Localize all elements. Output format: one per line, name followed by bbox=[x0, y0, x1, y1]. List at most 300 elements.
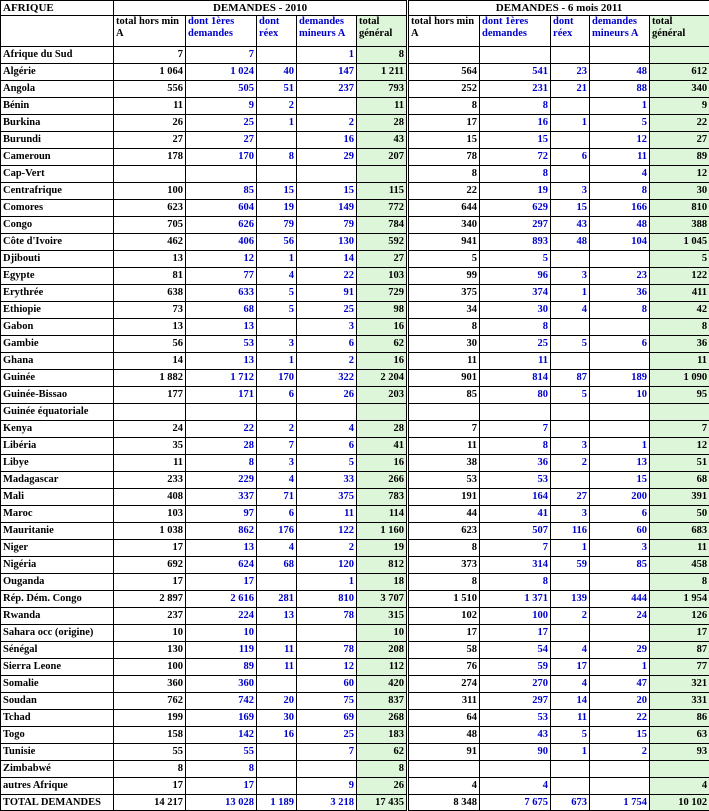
value-2011-mineurs: 29 bbox=[590, 642, 650, 659]
value-2011-reex: 15 bbox=[551, 200, 590, 217]
value-2010-premieres: 170 bbox=[186, 149, 257, 166]
country-cell: Congo bbox=[1, 217, 114, 234]
value-2010-premieres: 17 bbox=[186, 574, 257, 591]
value-2010-mineurs: 78 bbox=[297, 608, 357, 625]
value-2011-total-general: 612 bbox=[650, 64, 709, 81]
value-2010-reex: 7 bbox=[257, 438, 297, 455]
value-2011-mineurs bbox=[590, 251, 650, 268]
value-2010-total-general: 43 bbox=[357, 132, 408, 149]
value-2010-total-hors-min: 100 bbox=[114, 659, 186, 676]
value-2010-reex bbox=[257, 676, 297, 693]
value-2010-reex: 20 bbox=[257, 693, 297, 710]
table-row bbox=[1, 149, 709, 166]
value-2011-premieres: 629 bbox=[480, 200, 551, 217]
value-2011-premieres: 43 bbox=[480, 727, 551, 744]
value-2011-total-hors-min: 17 bbox=[408, 625, 480, 642]
value-2011-mineurs: 23 bbox=[590, 268, 650, 285]
value-2011-premieres: 5 bbox=[480, 251, 551, 268]
value-2010-reex: 3 bbox=[257, 336, 297, 353]
country-cell: Libéria bbox=[1, 438, 114, 455]
value-2011-premieres: 72 bbox=[480, 149, 551, 166]
value-2011-total-hors-min: 15 bbox=[408, 132, 480, 149]
country-cell: autres Afrique bbox=[1, 778, 114, 795]
value-2011-reex bbox=[551, 319, 590, 336]
value-2010-premieres: 862 bbox=[186, 523, 257, 540]
value-2011-premieres: 53 bbox=[480, 710, 551, 727]
value-2011-premieres: 96 bbox=[480, 268, 551, 285]
value-2010-mineurs bbox=[297, 625, 357, 642]
value-2010-reex bbox=[257, 574, 297, 591]
table-row bbox=[1, 523, 709, 540]
value-2010-total-hors-min: 103 bbox=[114, 506, 186, 523]
value-2010-reex: 170 bbox=[257, 370, 297, 387]
value-2010-reex: 5 bbox=[257, 285, 297, 302]
value-2011-premieres: 25 bbox=[480, 336, 551, 353]
table-row bbox=[1, 625, 709, 642]
value-2011-reex: 21 bbox=[551, 81, 590, 98]
value-2011-total-hors-min: 8 bbox=[408, 166, 480, 183]
value-2010-total-general: 203 bbox=[357, 387, 408, 404]
value-2010-total-hors-min: 623 bbox=[114, 200, 186, 217]
value-2010-premieres: 9 bbox=[186, 98, 257, 115]
value-2011-mineurs bbox=[590, 421, 650, 438]
value-2010-total-hors-min: 408 bbox=[114, 489, 186, 506]
value-2010-reex: 51 bbox=[257, 81, 297, 98]
value-2011-total-hors-min: 644 bbox=[408, 200, 480, 217]
value-2010-mineurs: 5 bbox=[297, 455, 357, 472]
value-2010-reex: 19 bbox=[257, 200, 297, 217]
value-2010-premieres: 13 bbox=[186, 540, 257, 557]
country-cell: Egypte bbox=[1, 268, 114, 285]
value-2010-mineurs: 3 218 bbox=[297, 795, 357, 811]
table-row bbox=[1, 217, 709, 234]
value-2010-total-hors-min: 56 bbox=[114, 336, 186, 353]
value-2010-total-general: 41 bbox=[357, 438, 408, 455]
value-2010-premieres: 17 bbox=[186, 778, 257, 795]
value-2010-reex bbox=[257, 132, 297, 149]
value-2010-reex: 4 bbox=[257, 540, 297, 557]
value-2011-premieres: 8 bbox=[480, 319, 551, 336]
value-2011-reex bbox=[551, 472, 590, 489]
value-2011-total-general: 11 bbox=[650, 540, 709, 557]
country-cell: Niger bbox=[1, 540, 114, 557]
value-2011-mineurs: 85 bbox=[590, 557, 650, 574]
value-2011-premieres bbox=[480, 761, 551, 778]
value-2011-mineurs: 4 bbox=[590, 166, 650, 183]
value-2010-mineurs: 22 bbox=[297, 268, 357, 285]
value-2010-premieres: 89 bbox=[186, 659, 257, 676]
value-2011-reex: 3 bbox=[551, 183, 590, 200]
value-2011-mineurs: 8 bbox=[590, 183, 650, 200]
table-row bbox=[1, 727, 709, 744]
value-2010-reex: 2 bbox=[257, 421, 297, 438]
value-2011-total-general: 388 bbox=[650, 217, 709, 234]
table-row bbox=[1, 642, 709, 659]
table-row bbox=[1, 557, 709, 574]
value-2011-total-general: 321 bbox=[650, 676, 709, 693]
table-row bbox=[1, 183, 709, 200]
value-2010-mineurs: 33 bbox=[297, 472, 357, 489]
country-cell: Ethiopie bbox=[1, 302, 114, 319]
table-row bbox=[1, 778, 709, 795]
value-2011-total-general: 122 bbox=[650, 268, 709, 285]
value-2011-premieres: 297 bbox=[480, 693, 551, 710]
value-2010-reex: 71 bbox=[257, 489, 297, 506]
value-2011-total-hors-min: 1 510 bbox=[408, 591, 480, 608]
value-2010-mineurs: 147 bbox=[297, 64, 357, 81]
value-2010-premieres: 742 bbox=[186, 693, 257, 710]
value-2010-premieres: 229 bbox=[186, 472, 257, 489]
value-2010-mineurs: 12 bbox=[297, 659, 357, 676]
value-2010-premieres: 604 bbox=[186, 200, 257, 217]
value-2011-total-hors-min: 7 bbox=[408, 421, 480, 438]
value-2010-mineurs: 11 bbox=[297, 506, 357, 523]
value-2011-premieres bbox=[480, 47, 551, 64]
value-2011-reex: 2 bbox=[551, 455, 590, 472]
value-2011-total-hors-min: 274 bbox=[408, 676, 480, 693]
value-2010-mineurs: 26 bbox=[297, 387, 357, 404]
value-2011-premieres: 8 bbox=[480, 574, 551, 591]
value-2011-premieres: 15 bbox=[480, 132, 551, 149]
value-2011-mineurs: 22 bbox=[590, 710, 650, 727]
col-mineurs-2011: demandes mineurs A bbox=[590, 16, 650, 47]
value-2011-total-hors-min: 8 bbox=[408, 574, 480, 591]
value-2011-mineurs: 10 bbox=[590, 387, 650, 404]
table-row bbox=[1, 404, 709, 421]
col-total-hors-min-2011: total hors min A bbox=[408, 16, 480, 47]
value-2011-mineurs: 6 bbox=[590, 506, 650, 523]
value-2011-reex: 3 bbox=[551, 268, 590, 285]
value-2010-premieres: 28 bbox=[186, 438, 257, 455]
value-2010-reex: 5 bbox=[257, 302, 297, 319]
country-cell: Ghana bbox=[1, 353, 114, 370]
value-2010-total-general: 420 bbox=[357, 676, 408, 693]
value-2010-premieres: 25 bbox=[186, 115, 257, 132]
value-2010-premieres: 119 bbox=[186, 642, 257, 659]
value-2010-mineurs: 78 bbox=[297, 642, 357, 659]
value-2011-mineurs: 20 bbox=[590, 693, 650, 710]
value-2011-total-hors-min: 102 bbox=[408, 608, 480, 625]
value-2010-premieres: 8 bbox=[186, 455, 257, 472]
value-2011-premieres: 8 bbox=[480, 438, 551, 455]
value-2011-mineurs: 8 bbox=[590, 302, 650, 319]
value-2011-mineurs: 13 bbox=[590, 455, 650, 472]
value-2010-premieres: 22 bbox=[186, 421, 257, 438]
country-cell: Algérie bbox=[1, 64, 114, 81]
col-mineurs-2010: demandes mineurs A bbox=[297, 16, 357, 47]
value-2011-reex: 23 bbox=[551, 64, 590, 81]
value-2011-reex: 4 bbox=[551, 676, 590, 693]
country-cell: Angola bbox=[1, 81, 114, 98]
value-2011-mineurs: 36 bbox=[590, 285, 650, 302]
value-2010-premieres: 624 bbox=[186, 557, 257, 574]
value-2010-total-hors-min: 14 217 bbox=[114, 795, 186, 811]
value-2011-total-hors-min: 5 bbox=[408, 251, 480, 268]
value-2011-total-general: 331 bbox=[650, 693, 709, 710]
value-2010-total-hors-min bbox=[114, 404, 186, 421]
value-2010-reex bbox=[257, 404, 297, 421]
value-2010-reex: 16 bbox=[257, 727, 297, 744]
value-2011-total-hors-min: 99 bbox=[408, 268, 480, 285]
value-2011-total-hors-min: 252 bbox=[408, 81, 480, 98]
table-row bbox=[1, 761, 709, 778]
table-row bbox=[1, 200, 709, 217]
value-2011-total-hors-min: 8 bbox=[408, 98, 480, 115]
value-2010-total-hors-min: 26 bbox=[114, 115, 186, 132]
value-2010-mineurs bbox=[297, 404, 357, 421]
value-2011-reex bbox=[551, 47, 590, 64]
value-2011-premieres: 297 bbox=[480, 217, 551, 234]
table-row bbox=[1, 693, 709, 710]
table-row bbox=[1, 744, 709, 761]
value-2010-total-hors-min: 233 bbox=[114, 472, 186, 489]
value-2011-mineurs: 6 bbox=[590, 336, 650, 353]
value-2011-reex: 1 bbox=[551, 744, 590, 761]
value-2010-premieres: 142 bbox=[186, 727, 257, 744]
table-row bbox=[1, 659, 709, 676]
value-2011-mineurs: 3 bbox=[590, 540, 650, 557]
table-row bbox=[1, 285, 709, 302]
value-2011-total-hors-min: 58 bbox=[408, 642, 480, 659]
value-2010-total-hors-min: 178 bbox=[114, 149, 186, 166]
value-2011-reex bbox=[551, 574, 590, 591]
table-row bbox=[1, 591, 709, 608]
value-2011-premieres: 814 bbox=[480, 370, 551, 387]
value-2011-premieres: 59 bbox=[480, 659, 551, 676]
value-2011-total-general: 30 bbox=[650, 183, 709, 200]
value-2011-reex: 139 bbox=[551, 591, 590, 608]
value-2010-reex: 15 bbox=[257, 183, 297, 200]
value-2010-premieres: 224 bbox=[186, 608, 257, 625]
table-row bbox=[1, 370, 709, 387]
value-2010-mineurs: 1 bbox=[297, 47, 357, 64]
value-2010-reex: 4 bbox=[257, 472, 297, 489]
value-2011-mineurs: 12 bbox=[590, 132, 650, 149]
value-2010-reex bbox=[257, 761, 297, 778]
value-2010-total-general: 62 bbox=[357, 744, 408, 761]
value-2010-total-hors-min: 638 bbox=[114, 285, 186, 302]
value-2011-total-hors-min: 191 bbox=[408, 489, 480, 506]
country-cell: Togo bbox=[1, 727, 114, 744]
country-cell: Djibouti bbox=[1, 251, 114, 268]
value-2011-total-general: 63 bbox=[650, 727, 709, 744]
value-2010-mineurs: 810 bbox=[297, 591, 357, 608]
value-2010-reex: 281 bbox=[257, 591, 297, 608]
value-2011-premieres: 4 bbox=[480, 778, 551, 795]
value-2011-total-general: 1 954 bbox=[650, 591, 709, 608]
value-2011-total-general: 12 bbox=[650, 438, 709, 455]
value-2010-reex: 13 bbox=[257, 608, 297, 625]
value-2010-premieres: 13 bbox=[186, 353, 257, 370]
value-2010-reex: 1 bbox=[257, 353, 297, 370]
value-2010-mineurs bbox=[297, 98, 357, 115]
country-cell: Côte d'Ivoire bbox=[1, 234, 114, 251]
value-2011-premieres: 231 bbox=[480, 81, 551, 98]
value-2010-total-hors-min: 13 bbox=[114, 319, 186, 336]
value-2011-premieres: 7 bbox=[480, 421, 551, 438]
value-2010-mineurs: 7 bbox=[297, 744, 357, 761]
value-2010-premieres: 406 bbox=[186, 234, 257, 251]
value-2010-mineurs: 130 bbox=[297, 234, 357, 251]
value-2011-mineurs: 88 bbox=[590, 81, 650, 98]
value-2011-reex: 5 bbox=[551, 336, 590, 353]
value-2011-reex bbox=[551, 132, 590, 149]
value-2011-mineurs: 189 bbox=[590, 370, 650, 387]
value-2010-mineurs: 237 bbox=[297, 81, 357, 98]
value-2011-reex: 4 bbox=[551, 302, 590, 319]
value-2011-premieres: 11 bbox=[480, 353, 551, 370]
value-2010-total-hors-min: 1 038 bbox=[114, 523, 186, 540]
value-2010-total-general: 27 bbox=[357, 251, 408, 268]
value-2011-total-hors-min: 311 bbox=[408, 693, 480, 710]
value-2010-premieres: 68 bbox=[186, 302, 257, 319]
value-2011-total-general: 12 bbox=[650, 166, 709, 183]
value-2011-reex bbox=[551, 421, 590, 438]
value-2010-mineurs: 25 bbox=[297, 727, 357, 744]
table-row bbox=[1, 387, 709, 404]
value-2011-total-general: 95 bbox=[650, 387, 709, 404]
value-2010-total-general: 266 bbox=[357, 472, 408, 489]
value-2011-total-general: 68 bbox=[650, 472, 709, 489]
value-2011-reex: 48 bbox=[551, 234, 590, 251]
table-row bbox=[1, 234, 709, 251]
country-cell: Erythrée bbox=[1, 285, 114, 302]
value-2010-total-hors-min: 762 bbox=[114, 693, 186, 710]
value-2010-total-general: 26 bbox=[357, 778, 408, 795]
value-2010-mineurs: 29 bbox=[297, 149, 357, 166]
value-2010-total-hors-min: 35 bbox=[114, 438, 186, 455]
value-2010-reex bbox=[257, 166, 297, 183]
header-group-row bbox=[1, 1, 709, 16]
table-row bbox=[1, 472, 709, 489]
value-2010-reex: 79 bbox=[257, 217, 297, 234]
value-2010-mineurs: 9 bbox=[297, 778, 357, 795]
value-2011-reex: 1 bbox=[551, 285, 590, 302]
value-2010-total-hors-min: 13 bbox=[114, 251, 186, 268]
value-2011-mineurs: 1 754 bbox=[590, 795, 650, 811]
value-2011-premieres: 90 bbox=[480, 744, 551, 761]
value-2011-mineurs bbox=[590, 761, 650, 778]
value-2011-reex: 3 bbox=[551, 506, 590, 523]
value-2011-mineurs: 24 bbox=[590, 608, 650, 625]
table-row bbox=[1, 115, 709, 132]
col-total-hors-min-2010: total hors min A bbox=[114, 16, 186, 47]
table-row bbox=[1, 132, 709, 149]
value-2011-reex bbox=[551, 353, 590, 370]
country-cell: Mauritanie bbox=[1, 523, 114, 540]
value-2011-reex bbox=[551, 98, 590, 115]
value-2011-premieres: 541 bbox=[480, 64, 551, 81]
value-2011-mineurs: 1 bbox=[590, 438, 650, 455]
value-2010-total-general: 16 bbox=[357, 353, 408, 370]
col-total-general-2011: total général bbox=[650, 16, 709, 47]
value-2011-total-hors-min: 85 bbox=[408, 387, 480, 404]
value-2010-total-hors-min: 177 bbox=[114, 387, 186, 404]
value-2010-premieres: 77 bbox=[186, 268, 257, 285]
value-2010-total-hors-min bbox=[114, 166, 186, 183]
blank-header bbox=[1, 16, 114, 47]
table-row bbox=[1, 47, 709, 64]
country-cell: Zimbabwé bbox=[1, 761, 114, 778]
country-cell: Cap-Vert bbox=[1, 166, 114, 183]
value-2010-mineurs: 1 bbox=[297, 574, 357, 591]
value-2011-total-hors-min: 34 bbox=[408, 302, 480, 319]
value-2011-total-general: 683 bbox=[650, 523, 709, 540]
value-2011-reex: 17 bbox=[551, 659, 590, 676]
value-2010-total-hors-min: 199 bbox=[114, 710, 186, 727]
value-2011-premieres: 8 bbox=[480, 98, 551, 115]
value-2011-reex: 2 bbox=[551, 608, 590, 625]
country-cell: Tunisie bbox=[1, 744, 114, 761]
value-2011-reex: 1 bbox=[551, 115, 590, 132]
value-2011-total-general: 10 102 bbox=[650, 795, 709, 811]
value-2011-total-hors-min: 8 bbox=[408, 540, 480, 557]
value-2011-total-hors-min: 11 bbox=[408, 438, 480, 455]
col-premieres-2011: dont 1ères demandes bbox=[480, 16, 551, 47]
value-2010-total-hors-min: 556 bbox=[114, 81, 186, 98]
value-2011-total-hors-min: 91 bbox=[408, 744, 480, 761]
value-2011-total-general: 86 bbox=[650, 710, 709, 727]
value-2011-premieres: 164 bbox=[480, 489, 551, 506]
value-2010-total-general: 207 bbox=[357, 149, 408, 166]
value-2010-total-general: 17 435 bbox=[357, 795, 408, 811]
value-2011-total-hors-min: 4 bbox=[408, 778, 480, 795]
value-2010-reex: 2 bbox=[257, 98, 297, 115]
value-2011-reex: 11 bbox=[551, 710, 590, 727]
value-2011-mineurs: 104 bbox=[590, 234, 650, 251]
value-2011-total-general: 51 bbox=[650, 455, 709, 472]
value-2011-mineurs: 5 bbox=[590, 115, 650, 132]
value-2010-total-hors-min: 81 bbox=[114, 268, 186, 285]
table-row bbox=[1, 302, 709, 319]
value-2010-mineurs: 79 bbox=[297, 217, 357, 234]
value-2011-mineurs: 48 bbox=[590, 217, 650, 234]
value-2010-reex: 176 bbox=[257, 523, 297, 540]
value-2010-total-general bbox=[357, 404, 408, 421]
value-2011-total-hors-min: 373 bbox=[408, 557, 480, 574]
country-cell: Tchad bbox=[1, 710, 114, 727]
value-2011-total-general: 9 bbox=[650, 98, 709, 115]
value-2011-total-general: 22 bbox=[650, 115, 709, 132]
country-cell: Rwanda bbox=[1, 608, 114, 625]
table-row bbox=[1, 506, 709, 523]
table-row bbox=[1, 81, 709, 98]
value-2011-premieres: 41 bbox=[480, 506, 551, 523]
region-header: AFRIQUE bbox=[1, 1, 114, 16]
value-2011-total-hors-min: 38 bbox=[408, 455, 480, 472]
value-2011-total-general: 458 bbox=[650, 557, 709, 574]
value-2011-mineurs: 15 bbox=[590, 472, 650, 489]
value-2011-total-general: 7 bbox=[650, 421, 709, 438]
value-2010-mineurs: 2 bbox=[297, 540, 357, 557]
value-2010-premieres: 85 bbox=[186, 183, 257, 200]
country-cell: Somalie bbox=[1, 676, 114, 693]
value-2011-total-hors-min bbox=[408, 404, 480, 421]
country-cell: Nigéria bbox=[1, 557, 114, 574]
country-cell: Guinée bbox=[1, 370, 114, 387]
value-2011-total-hors-min: 64 bbox=[408, 710, 480, 727]
value-2010-total-general: 28 bbox=[357, 421, 408, 438]
value-2010-total-general: 8 bbox=[357, 47, 408, 64]
value-2011-total-general: 93 bbox=[650, 744, 709, 761]
value-2010-total-general: 11 bbox=[357, 98, 408, 115]
value-2010-mineurs: 69 bbox=[297, 710, 357, 727]
value-2010-total-general: 268 bbox=[357, 710, 408, 727]
value-2011-mineurs: 2 bbox=[590, 744, 650, 761]
value-2011-premieres: 893 bbox=[480, 234, 551, 251]
value-2011-total-general: 89 bbox=[650, 149, 709, 166]
value-2010-total-general: 837 bbox=[357, 693, 408, 710]
